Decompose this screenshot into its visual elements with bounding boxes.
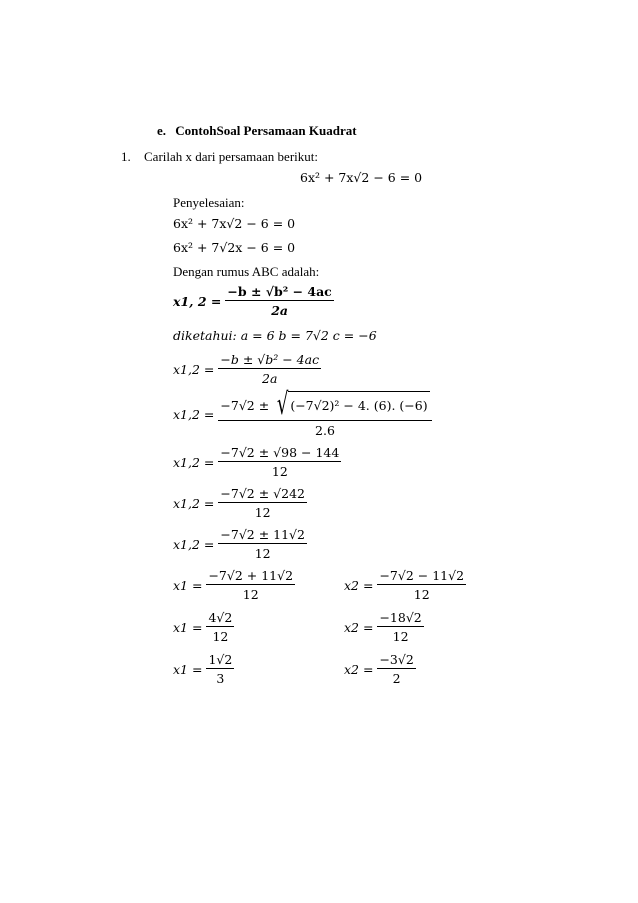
x2-step-3 xyxy=(344,652,416,686)
sub2-fraction xyxy=(218,445,341,479)
x1-numerator: −7√2 + 11√2 xyxy=(208,568,294,583)
x1-lhs: x1 = xyxy=(173,577,203,593)
formula-lhs: x1, 2 = xyxy=(173,293,222,309)
sub1-denominator: 2.6 xyxy=(315,423,335,438)
formula-fraction xyxy=(218,352,321,386)
sub1-num-left: −7√2 ± xyxy=(220,397,270,413)
x2-denominator: 2 xyxy=(392,671,401,686)
x2-lhs: x2 = xyxy=(344,577,374,593)
sub2-denominator: 12 xyxy=(271,464,288,479)
given-values: diketahui: a = 6 b = 7√2 c = −6 xyxy=(173,328,377,343)
x2-fraction xyxy=(377,568,466,602)
solution-step-1: 6x² + 7x√2 − 6 = 0 xyxy=(173,216,296,231)
x2-fraction xyxy=(377,652,415,686)
sub2-lhs: x1,2 = xyxy=(173,454,215,470)
x1-numerator: 4√2 xyxy=(208,610,233,625)
x1-step-1 xyxy=(173,568,295,602)
substitution-4 xyxy=(173,527,307,561)
sub1-radical xyxy=(273,387,429,422)
formula-line xyxy=(173,352,321,386)
sub1-numerator xyxy=(218,387,431,422)
section-heading xyxy=(157,123,357,139)
x2-step-2 xyxy=(344,610,424,644)
abc-formula-bold xyxy=(173,284,334,318)
substitution-2 xyxy=(173,445,341,479)
formula-numerator: −b ± √b² − 4ac xyxy=(220,352,320,367)
sub4-lhs: x1,2 = xyxy=(173,536,215,552)
x1-fraction xyxy=(206,610,234,644)
problem-line xyxy=(121,149,318,165)
x2-numerator: −3√2 xyxy=(379,652,414,667)
sub3-lhs: x1,2 = xyxy=(173,495,215,511)
x2-step-1 xyxy=(344,568,466,602)
solution-step-2: 6x² + 7√2x − 6 = 0 xyxy=(173,240,296,255)
x1-denominator: 12 xyxy=(212,629,229,644)
radical-icon: √ xyxy=(277,387,289,422)
x1-lhs: x1 = xyxy=(173,619,203,635)
section-letter: e. xyxy=(157,123,167,138)
sub1-lhs: x1,2 = xyxy=(173,407,215,422)
problem-equation: 6x² + 7x√2 − 6 = 0 xyxy=(300,170,423,185)
sub2-numerator: −7√2 ± √98 − 144 xyxy=(220,445,340,460)
sub4-numerator: −7√2 ± 11√2 xyxy=(220,527,305,542)
x1-fraction xyxy=(206,652,234,686)
x1-denominator: 12 xyxy=(242,587,259,602)
sub3-denominator: 12 xyxy=(254,505,271,520)
formula-fraction xyxy=(225,284,333,318)
problem-number: 1. xyxy=(121,149,131,164)
x1-fraction xyxy=(206,568,295,602)
x2-fraction xyxy=(377,610,423,644)
problem-statement: Carilah x dari persamaan berikut: xyxy=(144,149,318,164)
x2-lhs: x2 = xyxy=(344,661,374,677)
section-title: ContohSoal Persamaan Kuadrat xyxy=(175,123,357,138)
formula-lhs: x1,2 = xyxy=(173,361,215,377)
formula-denominator: 2a xyxy=(271,303,288,318)
x2-lhs: x2 = xyxy=(344,619,374,635)
formula-denominator: 2a xyxy=(262,371,278,386)
sub1-num-root: (−7√2)² − 4. (6). (−6) xyxy=(288,391,429,419)
substitution-3 xyxy=(173,486,307,520)
sub4-fraction xyxy=(218,527,307,561)
x2-denominator: 12 xyxy=(413,587,430,602)
formula-numerator: −b ± √b² − 4ac xyxy=(227,284,332,299)
sub1-fraction xyxy=(218,387,431,438)
solution-label: Penyelesaian: xyxy=(173,195,245,210)
sub3-fraction xyxy=(218,486,307,520)
abc-intro: Dengan rumus ABC adalah: xyxy=(173,264,320,279)
x1-step-3 xyxy=(173,652,234,686)
sub3-numerator: −7√2 ± √242 xyxy=(220,486,305,501)
x1-denominator: 3 xyxy=(216,671,225,686)
substitution-1 xyxy=(173,387,432,438)
x1-lhs: x1 = xyxy=(173,661,203,677)
x1-step-2 xyxy=(173,610,234,644)
x2-denominator: 12 xyxy=(392,629,409,644)
x2-numerator: −7√2 − 11√2 xyxy=(379,568,465,583)
x1-numerator: 1√2 xyxy=(208,652,233,667)
sub4-denominator: 12 xyxy=(254,546,271,561)
x2-numerator: −18√2 xyxy=(379,610,422,625)
